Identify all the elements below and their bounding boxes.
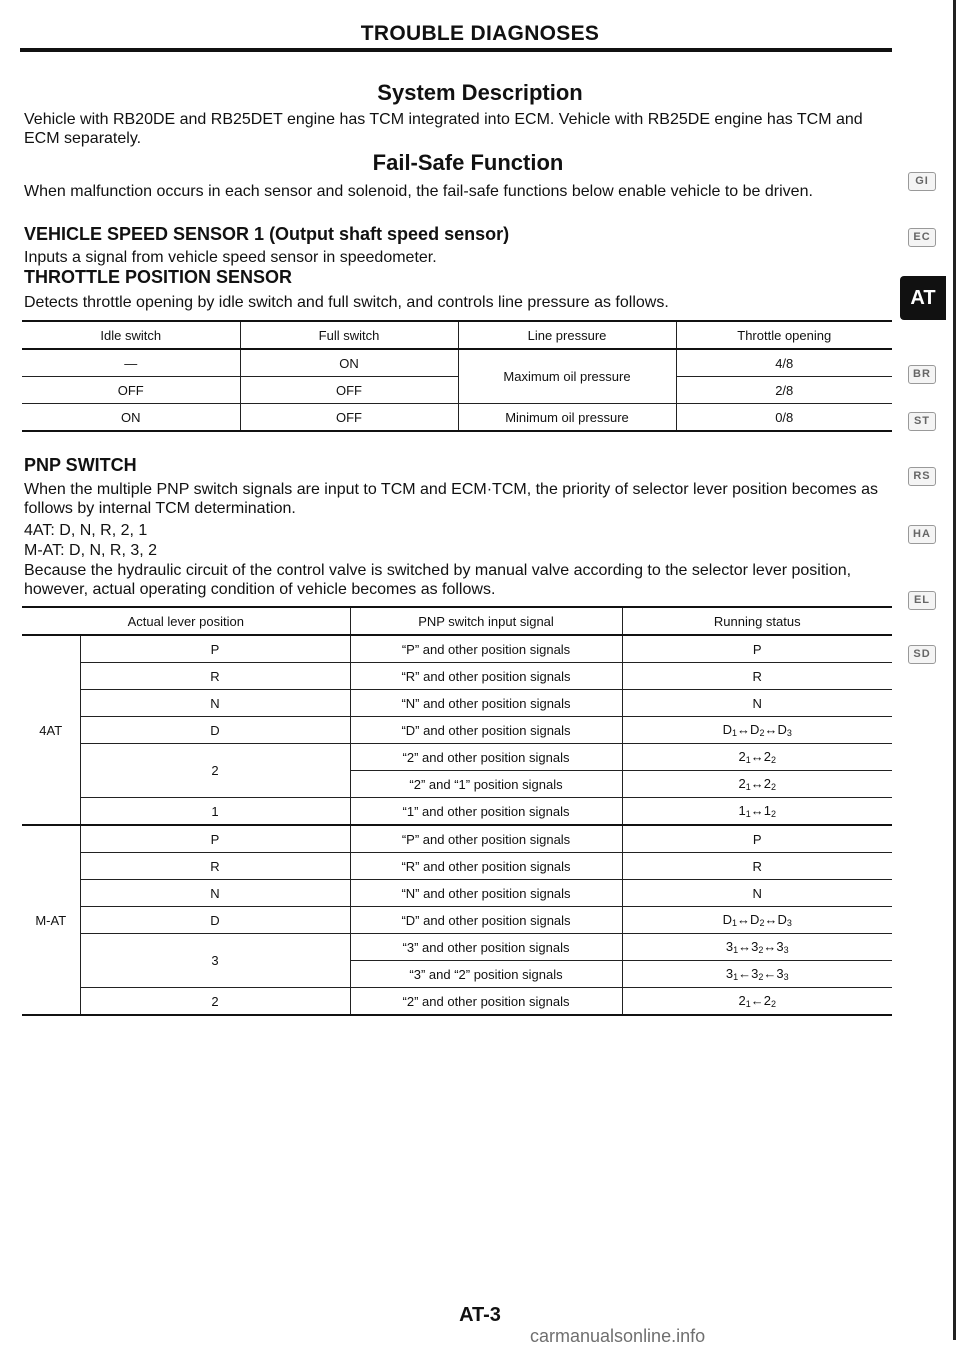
table-row bbox=[22, 690, 892, 717]
cell-running-status: $D_1\leftrightarrow D_2\leftrightarrow D_3$ bbox=[622, 907, 892, 934]
cell-running-status: R bbox=[622, 663, 892, 690]
pnp-line-mat: M-AT: D, N, R, 3, 2 bbox=[24, 542, 158, 559]
header-actual-lever-position: Actual lever position bbox=[22, 608, 350, 635]
tps-text: Detects throttle opening by idle switch and full switch, and controls line pressure as follows. bbox=[24, 294, 669, 311]
cell-input-signal: “2” and “1” position signals bbox=[350, 771, 622, 798]
table-header-row bbox=[22, 322, 892, 349]
table-row bbox=[22, 907, 892, 934]
cell-lever-position: 1 bbox=[80, 798, 350, 826]
cell-lever-position: P bbox=[80, 635, 350, 663]
cell-lever-position: R bbox=[80, 853, 350, 880]
group-label-4at: 4AT bbox=[22, 635, 80, 825]
table-row bbox=[22, 798, 892, 826]
cell-idle: OFF bbox=[22, 377, 240, 404]
cell-running-status: $D_1\leftrightarrow D_2\leftrightarrow D_3$ bbox=[622, 717, 892, 744]
table-row bbox=[22, 377, 892, 404]
cell-input-signal: “3” and other position signals bbox=[350, 934, 622, 961]
side-tab-ha[interactable]: HA bbox=[908, 525, 936, 544]
cell-running-status: N bbox=[622, 690, 892, 717]
cell-running-status: P bbox=[622, 825, 892, 853]
cell-lever-position: D bbox=[80, 717, 350, 744]
cell-lever-position: 3 bbox=[80, 934, 350, 988]
cell-input-signal: “3” and “2” position signals bbox=[350, 961, 622, 988]
cell-lever-position: P bbox=[80, 825, 350, 853]
cell-running-status: $2_1\leftrightarrow 2_2$ bbox=[622, 771, 892, 798]
page-number: AT-3 bbox=[459, 1304, 501, 1326]
fail-safe-title: Fail-Safe Function bbox=[372, 150, 564, 175]
vss-text: Inputs a signal from vehicle speed sensor in speedometer. bbox=[24, 249, 437, 266]
header-line-pressure: Line pressure bbox=[458, 322, 676, 349]
watermark: carmanualsonline.info bbox=[530, 1326, 706, 1346]
cell-lever-position: N bbox=[80, 690, 350, 717]
cell-input-signal: “N” and other position signals bbox=[350, 880, 622, 907]
table-row bbox=[22, 825, 892, 853]
group-label-mat: M-AT bbox=[22, 825, 80, 1015]
cell-input-signal: “P” and other position signals bbox=[350, 635, 622, 663]
cell-lever-position: 2 bbox=[80, 744, 350, 798]
cell-running-status: $2_1\leftrightarrow 2_2$ bbox=[622, 744, 892, 771]
cell-input-signal: “P” and other position signals bbox=[350, 825, 622, 853]
side-tab-rs[interactable]: RS bbox=[908, 467, 936, 486]
throttle-position-table bbox=[22, 322, 892, 432]
pnp-switch-table bbox=[22, 608, 892, 1016]
cell-line-pressure-merged: Maximum oil pressure bbox=[458, 349, 676, 404]
side-tab-gi[interactable]: GI bbox=[908, 172, 936, 191]
cell-input-signal: “1” and other position signals bbox=[350, 798, 622, 826]
cell-input-signal: “N” and other position signals bbox=[350, 690, 622, 717]
cell-throttle: 4/8 bbox=[676, 349, 892, 377]
table-row bbox=[22, 663, 892, 690]
cell-input-signal: “2” and other position signals bbox=[350, 744, 622, 771]
header-throttle-opening: Throttle opening bbox=[676, 322, 892, 349]
table-row bbox=[22, 988, 892, 1016]
cell-full: OFF bbox=[240, 404, 458, 432]
page-header-title: TROUBLE DIAGNOSES bbox=[360, 22, 600, 45]
fail-safe-section bbox=[0, 150, 936, 176]
cell-input-signal: “D” and other position signals bbox=[350, 907, 622, 934]
cell-idle: ON bbox=[22, 404, 240, 432]
side-tab-el[interactable]: EL bbox=[908, 591, 936, 610]
cell-line-pressure: Minimum oil pressure bbox=[458, 404, 676, 432]
side-tab-sd[interactable]: SD bbox=[908, 645, 936, 664]
table-row bbox=[22, 635, 892, 663]
cell-full: OFF bbox=[240, 377, 458, 404]
table-row bbox=[22, 349, 892, 377]
table-row bbox=[22, 880, 892, 907]
pnp-text-2: Because the hydraulic circuit of the control valve is switched by manual valve according to the selector lever position, however, actual operating condition of vehicle becomes as follows. bbox=[24, 562, 852, 598]
cell-running-status: $2_1\leftarrow 2_2$ bbox=[622, 988, 892, 1016]
vss-title: VEHICLE SPEED SENSOR 1 (Output shaft speed sensor) bbox=[24, 224, 510, 244]
pnp-title: PNP SWITCH bbox=[24, 455, 137, 475]
table-header-row bbox=[22, 608, 892, 635]
cell-lever-position: 2 bbox=[80, 988, 350, 1016]
cell-lever-position: N bbox=[80, 880, 350, 907]
header-pnp-input-signal: PNP switch input signal bbox=[350, 608, 622, 635]
cell-lever-position: R bbox=[80, 663, 350, 690]
cell-input-signal: “2” and other position signals bbox=[350, 988, 622, 1016]
table-row bbox=[22, 717, 892, 744]
system-description-title: System Description bbox=[377, 80, 583, 105]
system-description-section bbox=[0, 80, 960, 106]
side-tab-at-active[interactable]: AT bbox=[900, 276, 946, 320]
cell-running-status: $3_1\leftarrow 3_2\leftarrow 3_3$ bbox=[622, 961, 892, 988]
side-tab-st[interactable]: ST bbox=[908, 412, 936, 431]
right-binding-rule bbox=[953, 0, 956, 1340]
cell-lever-position: D bbox=[80, 907, 350, 934]
table-row bbox=[22, 404, 892, 432]
cell-running-status: $1_1\leftrightarrow 1_2$ bbox=[622, 798, 892, 826]
table-row bbox=[22, 853, 892, 880]
header-full-switch: Full switch bbox=[240, 322, 458, 349]
side-tab-br[interactable]: BR bbox=[908, 365, 936, 384]
cell-running-status: N bbox=[622, 880, 892, 907]
header-rule bbox=[20, 48, 892, 52]
cell-throttle: 2/8 bbox=[676, 377, 892, 404]
fail-safe-text: When malfunction occurs in each sensor and solenoid, the fail-safe functions below enable vehicle to be driven. bbox=[24, 183, 813, 200]
cell-idle: — bbox=[22, 349, 240, 377]
cell-running-status: $3_1\leftrightarrow 3_2\leftrightarrow 3_3$ bbox=[622, 934, 892, 961]
cell-running-status: R bbox=[622, 853, 892, 880]
cell-throttle: 0/8 bbox=[676, 404, 892, 432]
cell-input-signal: “D” and other position signals bbox=[350, 717, 622, 744]
side-tab-ec[interactable]: EC bbox=[908, 228, 936, 247]
header-running-status: Running status bbox=[622, 608, 892, 635]
cell-full: ON bbox=[240, 349, 458, 377]
cell-input-signal: “R” and other position signals bbox=[350, 853, 622, 880]
pnp-line-4at: 4AT: D, N, R, 2, 1 bbox=[24, 522, 148, 539]
table-row bbox=[22, 934, 892, 961]
cell-input-signal: “R” and other position signals bbox=[350, 663, 622, 690]
header-idle-switch: Idle switch bbox=[22, 322, 240, 349]
pnp-text-1: When the multiple PNP switch signals are input to TCM and ECM·TCM, the priority of selector lever position becomes as follows by internal TCM determination. bbox=[24, 481, 878, 517]
system-description-text: Vehicle with RB20DE and RB25DET engine has TCM integrated into ECM. Vehicle with RB25DE engine has TCM and ECM separately. bbox=[24, 111, 863, 147]
tps-title: THROTTLE POSITION SENSOR bbox=[24, 267, 293, 287]
cell-running-status: P bbox=[622, 635, 892, 663]
table-row bbox=[22, 744, 892, 771]
